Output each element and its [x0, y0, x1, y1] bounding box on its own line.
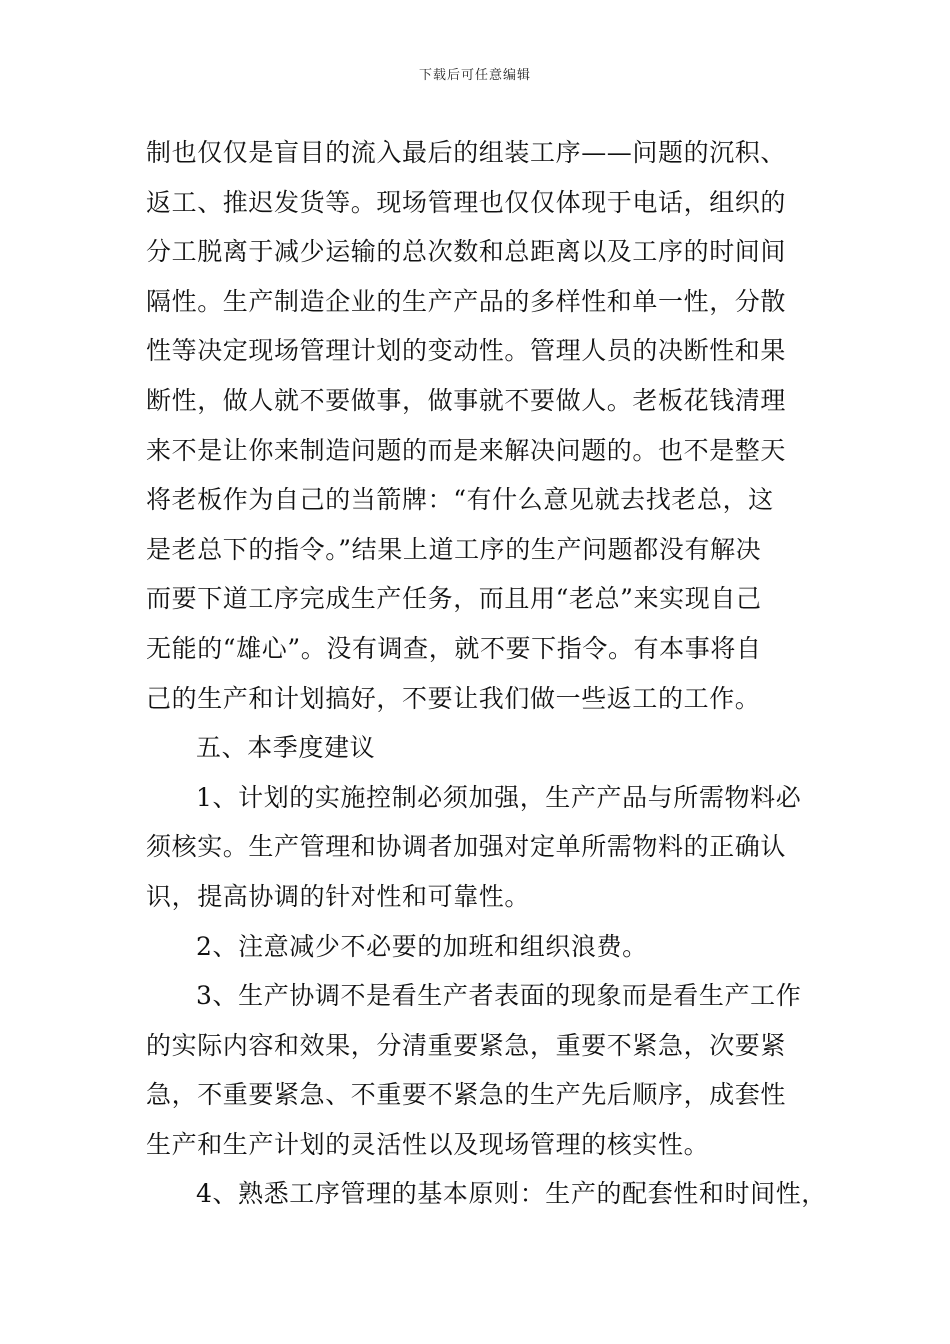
text-line-14: 1、计划的实施控制必须加强，生产产品与所需物料必 — [196, 782, 802, 812]
text-line-22: 4、熟悉工序管理的基本原则：生产的配套性和时间性， — [196, 1179, 827, 1209]
text-line-10: 而要下道工序完成生产任务，而且用“老总”来实现自己 — [146, 584, 762, 614]
text-line-9: 是老总下的指令。”结果上道工序的生产问题都没有解决 — [146, 534, 762, 564]
text-line-2: 返工、推迟发货等。现场管理也仅仅体现于电话，组织的 — [146, 187, 787, 217]
text-line-17: 2、注意减少不必要的加班和组织浪费。 — [196, 931, 648, 961]
text-line-19: 的实际内容和效果，分清重要紧急，重要不紧急，次要紧 — [146, 1030, 787, 1060]
text-line-12: 己的生产和计划搞好，不要让我们做一些返工的工作。 — [146, 683, 761, 713]
text-line-20: 急，不重要紧急、不重要不紧急的生产先后顺序，成套性 — [146, 1080, 787, 1110]
text-line-1: 制也仅仅是盲目的流入最后的组装工序——问题的沉积、 — [146, 138, 787, 167]
text-line-11: 无能的“雄心”。没有调查，就不要下指令。有本事将自 — [146, 633, 762, 663]
text-line-21: 生产和生产计划的灵活性以及现场管理的核实性。 — [146, 1129, 710, 1159]
page-header: 下载后可任意编辑 — [418, 68, 531, 83]
text-line-16: 识，提高协调的针对性和可靠性。 — [146, 881, 531, 911]
text-line-4: 隔性。生产制造企业的生产产品的多样性和单一性，分散 — [146, 286, 787, 316]
text-line-15: 须核实。生产管理和协调者加强对定单所需物料的正确认 — [146, 832, 787, 862]
text-line-5: 性等决定现场管理计划的变动性。管理人员的决断性和果 — [146, 336, 787, 366]
text-line-6: 断性，做人就不要做事，做事就不要做人。老板花钱清理 — [146, 385, 787, 415]
section-heading: 五、本季度建议 — [196, 733, 376, 763]
text-line-3: 分工脱离于减少运输的总次数和总距离以及工序的时间间 — [146, 237, 787, 267]
text-line-18: 3、生产协调不是看生产者表面的现象而是看生产工作 — [196, 981, 802, 1011]
text-line-7: 来不是让你来制造问题的而是来解决问题的。也不是整天 — [146, 435, 787, 465]
text-line-8: 将老板作为自己的当箭牌：“有什么意见就去找老总，这 — [146, 485, 774, 515]
body-text — [146, 128, 836, 1219]
